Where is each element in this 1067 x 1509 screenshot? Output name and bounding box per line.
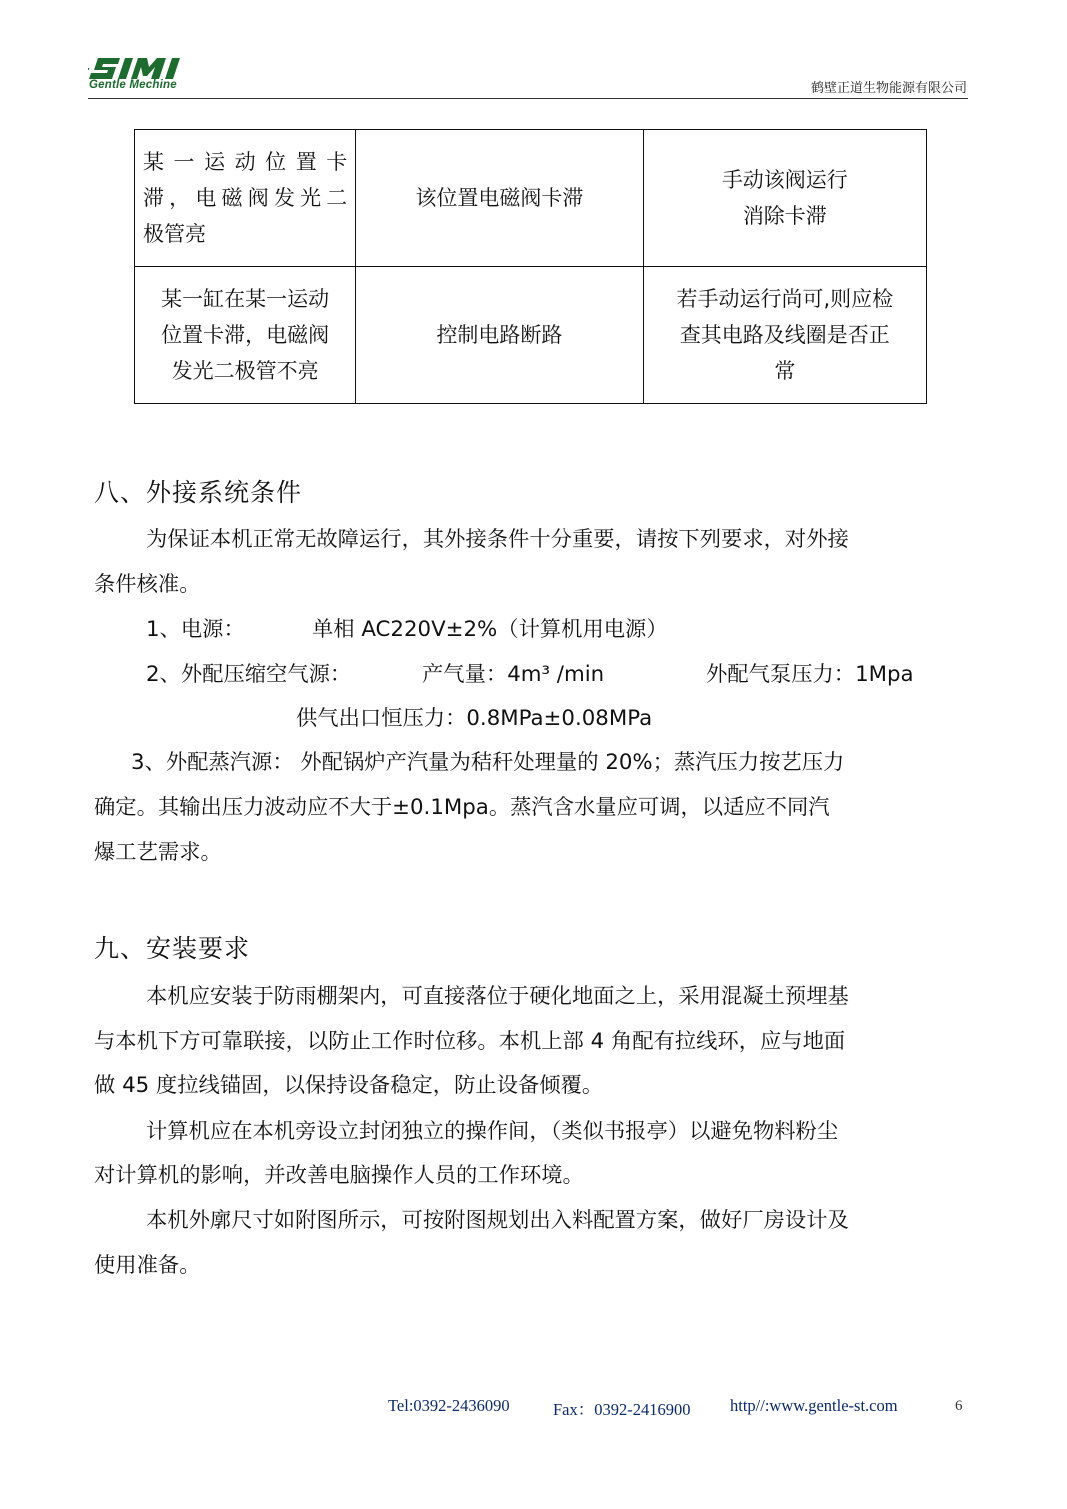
- remedy-line: 若手动运行尚可,则应检: [676, 287, 894, 311]
- logo-subtitle: Gentle Mechine: [89, 79, 177, 91]
- paragraph-line: 对计算机的影响，并改善电脑操作人员的工作环境。: [94, 1163, 584, 1188]
- symptom-line: 极管亮: [143, 222, 206, 246]
- item-label: 2、外配压缩空气源：: [146, 662, 352, 687]
- remedy-line: 查其电路及线圈是否正: [679, 323, 890, 347]
- paragraph-line: 计算机应在本机旁设立封闭独立的操作间，（类似书报亭）以避免物料粉尘: [146, 1119, 839, 1144]
- paragraph-line: 本机应安装于防雨棚架内，可直接落位于硬化地面之上，采用混凝土预埋基: [146, 984, 849, 1009]
- symptom-line: 某一运动位置卡: [143, 150, 348, 174]
- remedy-line: 常: [774, 359, 796, 383]
- table-cell-remedy: [643, 267, 926, 404]
- table-cell-cause: 控制电路断路: [356, 267, 643, 404]
- table-cell-symptom: [135, 130, 356, 267]
- paragraph-line: 3、外配蒸汽源： 外配锅炉产汽量为秸秆处理量的 20%；蒸汽压力按艺压力: [131, 750, 845, 775]
- table-cell-cause: 该位置电磁阀卡滞: [356, 130, 643, 267]
- header-rule: [88, 98, 968, 99]
- item-value: 单相 AC220V±2%（计算机用电源）: [312, 617, 668, 642]
- paragraph-line: 与本机下方可靠联接，以防止工作时位移。本机上部 4 角配有拉线环，应与地面: [94, 1029, 846, 1054]
- table-cell-symptom: [135, 267, 356, 404]
- footer-fax: Fax：0392-2416900: [553, 1400, 691, 1419]
- paragraph-line: 确定。其输出压力波动应不大于±0.1Mpa。蒸汽含水量应可调，以适应不同汽: [94, 795, 830, 820]
- paragraph-line: 条件核准。: [94, 572, 201, 597]
- remedy-line: 手动该阀运行: [721, 168, 848, 192]
- table-row: [135, 130, 927, 267]
- table-row: [135, 267, 927, 404]
- paragraph-line: 爆工艺需求。: [94, 840, 222, 865]
- item-value: 供气出口恒压力：0.8MPa±0.08MPa: [296, 706, 653, 731]
- symptom-line: 位置卡滞，电磁阀: [161, 323, 330, 347]
- company-name: 鹤壁正道生物能源有限公司: [810, 81, 967, 96]
- symptom-line: 某一缸在某一运动: [161, 287, 330, 311]
- paragraph-line: 做 45 度拉线锚固，以保持设备稳定，防止设备倾覆。: [94, 1073, 604, 1098]
- section-heading: 九、安装要求: [94, 934, 251, 963]
- item-value: 产气量：4m³ /min: [422, 662, 605, 687]
- paragraph-line: 为保证本机正常无故障运行，其外接条件十分重要，请按下列要求，对外接: [146, 527, 849, 552]
- footer-tel: Tel:0392-2436090: [388, 1396, 510, 1415]
- footer-url[interactable]: http//:www.gentle-st.com: [730, 1396, 898, 1415]
- table-cell-remedy: [643, 130, 926, 267]
- symptom-line: 滞，电磁阀发光二: [143, 186, 348, 210]
- item-label: 1、电源：: [146, 617, 245, 642]
- section-heading: 八、外接系统条件: [94, 478, 303, 507]
- paragraph-line: 使用准备。: [94, 1253, 201, 1278]
- symptom-line: 发光二极管不亮: [171, 359, 319, 383]
- item-value: 外配气泵压力：1Mpa: [706, 662, 914, 687]
- page-number: 6: [955, 1398, 963, 1414]
- fault-table: [134, 129, 927, 404]
- remedy-line: 消除卡滞: [742, 204, 827, 228]
- paragraph-line: 本机外廓尺寸如附图所示，可按附图规划出入料配置方案，做好厂房设计及: [146, 1208, 849, 1233]
